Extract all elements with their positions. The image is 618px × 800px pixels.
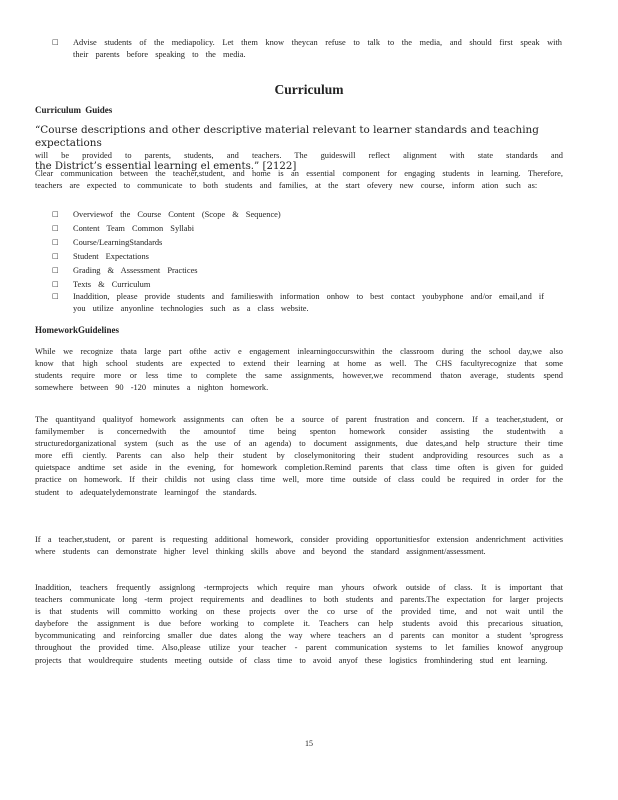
list-item bbox=[52, 291, 552, 314]
list-item-text: Inaddition, please provide students and familieswith information onhow to best contact youbyphone and/or email,and if you utilize anyonline technologies such as a class website. bbox=[73, 292, 544, 313]
list-item-text: Overviewof the Course Content (Scope & Sequence) bbox=[73, 210, 281, 219]
list-item-text: Texts & Curriculum bbox=[73, 279, 151, 289]
list-item bbox=[52, 278, 552, 292]
checkbox-bullet-icon: □ bbox=[52, 292, 59, 301]
list-item bbox=[52, 236, 552, 250]
quote-line-1: “Course descriptions and other descriptive material relevant to learner standards and teaching expectations bbox=[35, 124, 539, 149]
checkbox-bullet-icon: □ bbox=[52, 237, 59, 246]
homework-paragraph: If a teacher,student, or parent is requesting additional homework, consider providing opportunitiesfor extension andenrichment activities where students can demonstrate higher level thinking skills above and beyond the standard assignment/assessment. bbox=[35, 535, 563, 557]
homework-guidelines-heading: HomeworkGuidelines bbox=[35, 325, 120, 335]
list-item-text: Course/LearningStandards bbox=[73, 237, 163, 247]
homework-paragraph: The quantityand qualityof homework assignments can often be a source of parent frustration and concern. If a teacher,student, or familymember is concernedwith the amountof time being spenton homework consider assisting the studentwith a structuredorganizational system (such as the use of an agenda) to document assignments, due dates,and help structure their time more effi ciently. Parents can also help their student by closelymonitoring their student andproviding resources such as a quietspace andtime set aside in the evening, for homework completion.Remind parents that class time often is given for guided practice on homework. If their childis not using class time well, more time outside of class could be required in order for the student to adequatelydemonstrate learningof the standards. bbox=[35, 415, 563, 497]
media-advice-text: Advise students of the mediapolicy. Let them know theycan refuse to talk to the media, and should first speak with their parents before speaking to the media. bbox=[73, 38, 562, 59]
list-item bbox=[52, 208, 552, 222]
policy-quote bbox=[35, 124, 563, 173]
list-item bbox=[52, 264, 552, 278]
checkbox-bullet-icon: □ bbox=[52, 279, 59, 288]
checkbox-bullet-icon: □ bbox=[52, 265, 59, 274]
media-advice-bullet bbox=[52, 37, 562, 60]
quote-line-2: will be provided to parents, students, and teachers. The guideswill reflect alignment with state standards and bbox=[35, 151, 563, 160]
list-item-text: Grading & Assessment Practices bbox=[73, 265, 198, 275]
list-item bbox=[52, 250, 552, 264]
quote-line-3: the District’s essential learning el ements.” [2122] bbox=[35, 161, 297, 172]
homework-paragraph: Inaddition, teachers frequently assignlong -termprojects which require man yhours ofwork outside of class. It is important that teachers communicate long -term project requirements and deadlines to both students and parents.The expectation for larger projects is that students will committo working on these projects over the co urse of the provided time, and not wait until the daybefore the assignment is due before working to complete it. Teachers can help students avoid this precarious situation, bycommunicating and reinforcing smaller due dates along the way where teachers an d parents can monitor a student ’sprogress throughout the provided time. Also,please utilize your teacher - parent communication systems to let families knowof anygroup projects that wouldrequire students meeting outside of class time to avoid anyof these logistics fromhindering stud ent learning. bbox=[35, 583, 563, 665]
course-info-list bbox=[52, 208, 552, 314]
page-number: 15 bbox=[305, 739, 313, 748]
list-item bbox=[52, 222, 552, 236]
page-title: Curriculum bbox=[274, 82, 344, 97]
curriculum-guides-heading: Curriculum Guides bbox=[35, 105, 113, 115]
curriculum-intro-paragraph: Clear communication between the teacher,student, and home is an essential component for engaging students in learning. Therefore, teachers are expected to communicate to both students and families, at the start ofevery new course, inform ation such as: bbox=[35, 169, 563, 191]
checkbox-bullet-icon: □ bbox=[52, 251, 59, 260]
checkbox-bullet-icon: □ bbox=[52, 223, 59, 232]
checkbox-bullet-icon: □ bbox=[52, 210, 59, 218]
homework-paragraph: While we recognize thata large part ofthe activ e engagement inlearningoccurswithin the classroom during the school day,we also know that high school students are expected to extend their learning at home as well. The CHS facultyrecognize that some students require more or less time to complete the same assignments, however,we recommend thaton average, students spend somewhere between 90 -120 minutes a nighton homework. bbox=[35, 347, 563, 393]
list-item-text: Content Team Common Syllabi bbox=[73, 223, 195, 233]
checkbox-bullet-icon: □ bbox=[52, 38, 59, 46]
list-item-text: Student Expectations bbox=[73, 251, 149, 261]
